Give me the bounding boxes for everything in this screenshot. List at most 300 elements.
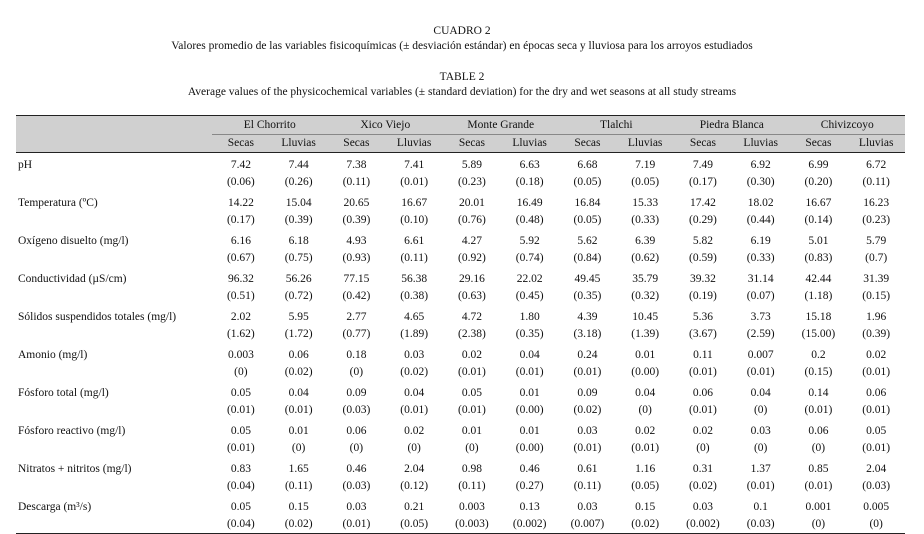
sd-value: (0.00) <box>515 442 544 454</box>
mean-value: 0.02 <box>461 349 482 361</box>
sd-value: (0) <box>753 442 768 454</box>
sd-value: (0) <box>753 404 768 416</box>
mean-value: 0.03 <box>577 425 598 437</box>
table-row-mean <box>16 305 905 326</box>
sd-value: (0.03) <box>342 404 371 416</box>
season-header: Lluvias <box>616 135 674 153</box>
mean-value: 5.92 <box>519 235 540 247</box>
sd-value: (0.01) <box>804 480 833 492</box>
sd-value: (0.01) <box>226 404 255 416</box>
mean-value: 0.003 <box>227 349 254 361</box>
sd-value: (2.59) <box>746 328 775 340</box>
sd-value: (0.03) <box>862 480 891 492</box>
stream-header: Chivizcoyo <box>790 116 906 135</box>
sd-value: (0.38) <box>400 290 429 302</box>
mean-value: 0.85 <box>808 463 829 475</box>
sd-value: (0.33) <box>631 214 660 226</box>
sd-value: (0.03) <box>746 518 775 530</box>
sd-value: (0.01) <box>631 442 660 454</box>
mean-value: 0.05 <box>230 425 251 437</box>
sd-value: (0.00) <box>515 404 544 416</box>
mean-value: 0.14 <box>808 387 829 399</box>
mean-value: 0.46 <box>519 463 540 475</box>
mean-value: 5.82 <box>692 235 713 247</box>
mean-value: 16.23 <box>863 197 890 209</box>
mean-value: 0.03 <box>692 501 713 513</box>
sd-value: (3.18) <box>573 328 602 340</box>
sd-value: (0) <box>349 366 364 378</box>
mean-value: 4.65 <box>404 311 425 323</box>
sd-value: (0.62) <box>631 252 660 264</box>
mean-value: 31.14 <box>747 273 774 285</box>
mean-value: 0.04 <box>288 387 309 399</box>
mean-value: 0.01 <box>288 425 309 437</box>
mean-value: 0.005 <box>863 501 890 513</box>
mean-value: 0.06 <box>692 387 713 399</box>
sd-value: (0.7) <box>865 252 888 264</box>
sd-value: (0.01) <box>400 404 429 416</box>
sd-row-blank <box>16 364 212 381</box>
mean-value: 17.42 <box>689 197 716 209</box>
mean-value: 6.39 <box>635 235 656 247</box>
sd-value: (0.01) <box>746 366 775 378</box>
mean-value: 0.007 <box>747 349 774 361</box>
mean-value: 18.02 <box>747 197 774 209</box>
sd-value: (0.05) <box>400 518 429 530</box>
sd-value: (0.15) <box>862 290 891 302</box>
sd-value: (0.30) <box>746 176 775 188</box>
mean-value: 0.98 <box>461 463 482 475</box>
sd-value: (0.93) <box>342 252 371 264</box>
mean-value: 6.16 <box>230 235 251 247</box>
table-row-sd <box>16 250 905 267</box>
table-header <box>16 116 905 153</box>
mean-value: 7.19 <box>635 159 656 171</box>
sd-value: (0.01) <box>862 442 891 454</box>
mean-value: 0.06 <box>808 425 829 437</box>
sd-value: (1.18) <box>804 290 833 302</box>
table-row-mean <box>16 457 905 478</box>
mean-value: 22.02 <box>516 273 543 285</box>
variable-label: Conductividad (µS/cm) <box>18 273 127 285</box>
mean-value: 0.03 <box>750 425 771 437</box>
variable-label: Fósforo total (mg/l) <box>18 387 109 399</box>
mean-value: 6.99 <box>808 159 829 171</box>
caption-english-label: TABLE 2 <box>439 71 485 83</box>
sd-row-blank <box>16 250 212 267</box>
mean-value: 0.02 <box>692 425 713 437</box>
mean-value: 0.01 <box>635 349 656 361</box>
sd-value: (0.92) <box>458 252 486 264</box>
table-row-sd <box>16 402 905 419</box>
stream-header: Xico Viejo <box>328 116 444 135</box>
mean-value: 0.001 <box>805 501 832 513</box>
sd-value: (0.27) <box>515 480 544 492</box>
mean-value: 0.05 <box>461 387 482 399</box>
mean-value: 0.21 <box>404 501 425 513</box>
mean-value: 0.15 <box>288 501 309 513</box>
sd-row-blank <box>16 440 212 457</box>
sd-value: (1.72) <box>284 328 313 340</box>
sd-value: (0) <box>638 404 652 416</box>
sd-value: (0.76) <box>458 214 486 226</box>
mean-value: 49.45 <box>574 273 601 285</box>
season-header: Lluvias <box>732 135 790 153</box>
mean-value: 0.31 <box>692 463 713 475</box>
table-row-mean <box>16 495 905 516</box>
mean-value: 56.26 <box>285 273 312 285</box>
sd-value: (0.74) <box>515 252 544 264</box>
header-blank <box>16 116 212 135</box>
sd-value: (0.02) <box>284 518 313 530</box>
sd-value: (0.75) <box>284 252 313 264</box>
sd-value: (0.44) <box>746 214 775 226</box>
sd-row-blank <box>16 174 212 191</box>
mean-value: 96.32 <box>227 273 254 285</box>
mean-value: 7.42 <box>230 159 251 171</box>
sd-value: (0.07) <box>746 290 775 302</box>
mean-value: 0.18 <box>346 349 367 361</box>
sd-value: (0.17) <box>689 176 717 188</box>
sd-value: (0.11) <box>862 176 890 188</box>
sd-value: (2.38) <box>458 328 486 340</box>
mean-value: 0.1 <box>753 501 768 513</box>
sd-value: (0.01) <box>689 366 717 378</box>
mean-value: 6.61 <box>404 235 425 247</box>
data-table <box>16 115 905 534</box>
sd-value: (0.02) <box>631 518 660 530</box>
mean-value: 0.02 <box>866 349 887 361</box>
sd-value: (0.48) <box>515 214 544 226</box>
mean-value: 0.04 <box>635 387 656 399</box>
sd-value: (0.67) <box>226 252 255 264</box>
mean-value: 0.13 <box>519 501 540 513</box>
sd-value: (3.67) <box>689 328 717 340</box>
sd-value: (0.72) <box>284 290 313 302</box>
mean-value: 0.83 <box>230 463 251 475</box>
mean-value: 0.24 <box>577 349 598 361</box>
sd-value: (0.01) <box>689 404 717 416</box>
sd-value: (0.23) <box>458 176 486 188</box>
sd-value: (0.14) <box>804 214 833 226</box>
mean-value: 2.04 <box>404 463 425 475</box>
mean-value: 4.39 <box>577 311 598 323</box>
sd-value: (0) <box>811 518 826 530</box>
sd-value: (0.01) <box>515 366 544 378</box>
mean-value: 2.04 <box>866 463 887 475</box>
table-row-mean <box>16 153 905 175</box>
stream-header-row <box>16 116 905 135</box>
mean-value: 0.09 <box>577 387 598 399</box>
sd-value: (0) <box>869 518 883 530</box>
mean-value: 3.73 <box>750 311 771 323</box>
mean-value: 7.41 <box>404 159 425 171</box>
sd-value: (0.01) <box>573 442 602 454</box>
sd-value: (0.20) <box>804 176 833 188</box>
mean-value: 6.92 <box>750 159 771 171</box>
sd-value: (0.51) <box>226 290 255 302</box>
sd-value: (0.11) <box>342 176 371 188</box>
mean-value: 0.04 <box>750 387 771 399</box>
mean-value: 0.01 <box>461 425 482 437</box>
sd-row-blank <box>16 478 212 495</box>
sd-value: (0) <box>349 442 364 454</box>
sd-value: (0.02) <box>400 366 429 378</box>
sd-value: (0.02) <box>284 366 313 378</box>
header-blank <box>16 135 212 153</box>
mean-value: 1.65 <box>288 463 309 475</box>
season-header: Secas <box>328 135 386 153</box>
sd-row-blank <box>16 516 212 534</box>
sd-value: (0.01) <box>458 366 486 378</box>
variable-label: Nitratos + nitritos (mg/l) <box>18 463 132 475</box>
mean-value: 6.68 <box>577 159 598 171</box>
mean-value: 0.02 <box>635 425 656 437</box>
mean-value: 0.03 <box>404 349 425 361</box>
sd-value: (15.00) <box>801 328 836 340</box>
sd-value: (0.01) <box>226 442 255 454</box>
mean-value: 0.02 <box>404 425 425 437</box>
mean-value: 0.01 <box>519 425 540 437</box>
mean-value: 15.33 <box>632 197 659 209</box>
sd-value: (0.39) <box>862 328 891 340</box>
mean-value: 16.84 <box>574 197 601 209</box>
mean-value: 16.49 <box>516 197 543 209</box>
sd-value: (0.33) <box>746 252 775 264</box>
mean-value: 4.93 <box>346 235 367 247</box>
mean-value: 15.18 <box>805 311 832 323</box>
mean-value: 6.18 <box>288 235 309 247</box>
variable-label: Descarga (m³/s) <box>18 501 92 513</box>
sd-value: (1.62) <box>226 328 255 340</box>
mean-value: 5.36 <box>692 311 713 323</box>
table-row-mean <box>16 191 905 212</box>
sd-value: (0.32) <box>631 290 660 302</box>
variable-label: Sólidos suspendidos totales (mg/l) <box>18 311 177 323</box>
sd-value: (0.01) <box>862 404 891 416</box>
mean-value: 1.96 <box>866 311 887 323</box>
mean-value: 0.05 <box>866 425 887 437</box>
sd-row-blank <box>16 288 212 305</box>
season-header: Lluvias <box>501 135 559 153</box>
variable-label: Fósforo reactivo (mg/l) <box>18 425 126 437</box>
sd-value: (0.59) <box>689 252 717 264</box>
sd-value: (0.02) <box>689 480 717 492</box>
season-header: Secas <box>443 135 501 153</box>
sd-value: (0.06) <box>226 176 255 188</box>
table-row-mean <box>16 229 905 250</box>
caption-spanish-text: Valores promedio de las variables fisicoquímicas (± desviación estándar) en épocas seca y lluviosa para los arroyos estudiados <box>171 40 753 52</box>
stream-header: Tlalchi <box>559 116 675 135</box>
sd-value: (0.11) <box>573 480 602 492</box>
mean-value: 2.02 <box>230 311 251 323</box>
sd-value: (0.00) <box>631 366 660 378</box>
mean-value: 0.11 <box>693 349 713 361</box>
stream-header: Piedra Blanca <box>674 116 790 135</box>
sd-value: (0.84) <box>573 252 602 264</box>
mean-value: 0.06 <box>866 387 887 399</box>
sd-value: (0.26) <box>284 176 313 188</box>
mean-value: 6.72 <box>866 159 887 171</box>
table-row-sd <box>16 212 905 229</box>
sd-value: (0) <box>291 442 306 454</box>
mean-value: 2.77 <box>346 311 367 323</box>
sd-value: (0.01) <box>284 404 313 416</box>
sd-row-blank <box>16 326 212 343</box>
caption-spanish-label: CUADRO 2 <box>433 25 491 37</box>
season-header: Secas <box>674 135 732 153</box>
stream-header: Monte Grande <box>443 116 559 135</box>
sd-value: (0.63) <box>458 290 486 302</box>
sd-value: (0.35) <box>515 328 544 340</box>
table-row-sd <box>16 478 905 495</box>
mean-value: 1.80 <box>519 311 540 323</box>
sd-value: (0.01) <box>746 480 775 492</box>
sd-value: (0.11) <box>400 252 428 264</box>
sd-value: (0.01) <box>400 176 429 188</box>
sd-row-blank <box>16 402 212 419</box>
mean-value: 7.44 <box>288 159 309 171</box>
mean-value: 0.01 <box>519 387 540 399</box>
sd-value: (1.89) <box>400 328 429 340</box>
mean-value: 29.16 <box>458 273 485 285</box>
sd-row-blank <box>16 212 212 229</box>
season-header: Secas <box>212 135 270 153</box>
sd-value: (0.01) <box>342 518 371 530</box>
mean-value: 20.01 <box>458 197 485 209</box>
sd-value: (1.39) <box>631 328 660 340</box>
mean-value: 0.03 <box>346 501 367 513</box>
sd-value: (0.002) <box>686 518 720 530</box>
sd-value: (0.83) <box>804 252 833 264</box>
sd-value: (0.03) <box>342 480 371 492</box>
sd-value: (0.19) <box>689 290 717 302</box>
mean-value: 0.06 <box>346 425 367 437</box>
sd-value: (0.002) <box>512 518 547 530</box>
mean-value: 4.27 <box>461 235 482 247</box>
mean-value: 0.61 <box>577 463 598 475</box>
caption-spanish <box>0 24 924 54</box>
sd-value: (0.18) <box>515 176 544 188</box>
table-row-mean <box>16 419 905 440</box>
mean-value: 35.79 <box>632 273 659 285</box>
table-row-sd <box>16 326 905 343</box>
sd-value: (0.02) <box>573 404 602 416</box>
caption-english-text: Average values of the physicochemical variables (± standard deviation) for the dry and wet seasons at all study streams <box>187 86 737 98</box>
mean-value: 10.45 <box>632 311 659 323</box>
mean-value: 5.01 <box>808 235 829 247</box>
sd-value: (0) <box>696 442 710 454</box>
table-row-sd <box>16 288 905 305</box>
mean-value: 5.89 <box>461 159 482 171</box>
sd-value: (0.29) <box>689 214 717 226</box>
mean-value: 0.2 <box>811 349 826 361</box>
mean-value: 6.63 <box>519 159 540 171</box>
table-row-mean <box>16 343 905 364</box>
table-row-mean <box>16 267 905 288</box>
mean-value: 0.003 <box>458 501 485 513</box>
table-row-sd <box>16 440 905 457</box>
sd-value: (0.15) <box>804 366 833 378</box>
sd-value: (0.007) <box>570 518 605 530</box>
table-row-sd <box>16 364 905 381</box>
sd-value: (0.17) <box>226 214 255 226</box>
mean-value: 0.09 <box>346 387 367 399</box>
season-header: Secas <box>790 135 848 153</box>
sd-value: (0.45) <box>515 290 544 302</box>
sd-value: (0.39) <box>342 214 371 226</box>
season-header: Lluvias <box>385 135 443 153</box>
sd-value: (0.77) <box>342 328 371 340</box>
mean-value: 14.22 <box>227 197 254 209</box>
mean-value: 6.19 <box>750 235 771 247</box>
mean-value: 31.39 <box>863 273 890 285</box>
season-header: Lluvias <box>847 135 905 153</box>
sd-value: (0.003) <box>455 518 489 530</box>
sd-value: (0.05) <box>573 176 602 188</box>
sd-value: (0.11) <box>284 480 313 492</box>
mean-value: 4.72 <box>461 311 482 323</box>
sd-value: (0.12) <box>400 480 429 492</box>
mean-value: 0.05 <box>230 501 251 513</box>
sd-value: (0.35) <box>573 290 602 302</box>
sd-value: (0) <box>465 442 479 454</box>
mean-value: 0.15 <box>635 501 656 513</box>
variable-label: Oxígeno disuelto (mg/l) <box>18 235 129 247</box>
season-header: Secas <box>559 135 617 153</box>
stream-header: El Chorrito <box>212 116 328 135</box>
mean-value: 5.95 <box>288 311 309 323</box>
sd-value: (0.05) <box>631 176 660 188</box>
mean-value: 16.67 <box>401 197 428 209</box>
table-body <box>16 153 905 534</box>
mean-value: 0.06 <box>288 349 309 361</box>
mean-value: 7.49 <box>692 159 713 171</box>
sd-value: (0.01) <box>804 404 833 416</box>
sd-value: (0.01) <box>458 404 486 416</box>
mean-value: 42.44 <box>805 273 832 285</box>
mean-value: 39.32 <box>689 273 716 285</box>
sd-value: (0) <box>407 442 421 454</box>
mean-value: 0.05 <box>230 387 251 399</box>
sd-value: (0.11) <box>458 480 486 492</box>
sd-value: (0.01) <box>573 366 602 378</box>
season-header: Lluvias <box>270 135 328 153</box>
mean-value: 0.04 <box>404 387 425 399</box>
sd-value: (0) <box>234 366 248 378</box>
table-row-sd <box>16 516 905 534</box>
sd-value: (0.10) <box>400 214 429 226</box>
variable-label: pH <box>18 159 33 171</box>
mean-value: 77.15 <box>343 273 370 285</box>
sd-value: (0.42) <box>342 290 371 302</box>
mean-value: 0.04 <box>519 349 540 361</box>
sd-value: (0) <box>811 442 826 454</box>
sd-value: (0.39) <box>284 214 313 226</box>
sd-value: (0.04) <box>226 480 255 492</box>
mean-value: 0.46 <box>346 463 367 475</box>
mean-value: 7.38 <box>346 159 367 171</box>
sd-value: (0.05) <box>573 214 602 226</box>
mean-value: 5.79 <box>866 235 887 247</box>
mean-value: 5.62 <box>577 235 598 247</box>
mean-value: 56.38 <box>401 273 428 285</box>
mean-value: 1.16 <box>635 463 656 475</box>
mean-value: 16.67 <box>805 197 832 209</box>
caption-english <box>0 70 924 100</box>
mean-value: 20.65 <box>343 197 370 209</box>
mean-value: 1.37 <box>750 463 771 475</box>
